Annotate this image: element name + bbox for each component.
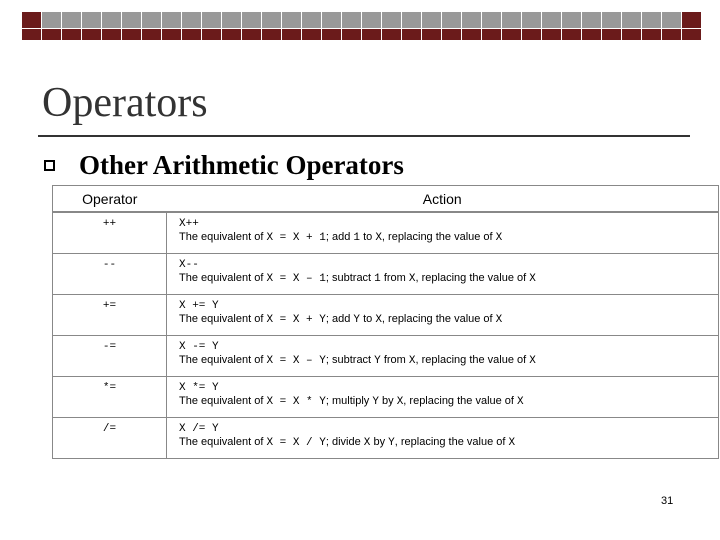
band-cell	[542, 12, 562, 29]
band-cell	[682, 29, 702, 41]
band-cell	[462, 29, 482, 41]
description-part: X = X – 1	[266, 273, 326, 285]
band-cell	[122, 12, 142, 29]
description-part: ; divide	[325, 436, 364, 448]
description-part: ; add	[325, 231, 354, 243]
band-cell	[602, 12, 622, 29]
action-code: X += Y	[179, 300, 219, 312]
band-cell	[82, 29, 102, 41]
description-part: Y	[353, 314, 361, 326]
band-cell	[142, 12, 162, 29]
description-part: , replacing the value of	[415, 354, 530, 366]
operator-cell: ++	[53, 212, 167, 254]
operator-cell: --	[53, 254, 167, 295]
decorative-header-band	[22, 12, 708, 41]
band-cell	[82, 12, 102, 29]
band-cell	[642, 12, 662, 29]
band-cell	[422, 29, 442, 41]
action-description	[179, 313, 718, 327]
description-part: X	[495, 232, 503, 244]
band-cell	[662, 12, 682, 29]
description-part: from	[380, 354, 409, 366]
band-cell	[522, 12, 542, 29]
description-part: to	[360, 231, 376, 243]
action-description	[179, 231, 718, 245]
band-cell	[462, 12, 482, 29]
header-band-lower-row	[22, 29, 708, 41]
operator-cell: *=	[53, 377, 167, 418]
band-cell	[482, 12, 502, 29]
description-part: Y	[372, 396, 379, 408]
band-cell	[602, 29, 622, 41]
description-part: X = X – Y	[266, 355, 326, 367]
band-cell	[562, 12, 582, 29]
band-cell	[22, 29, 42, 41]
description-part: The equivalent of	[179, 231, 267, 243]
band-cell	[242, 29, 262, 41]
description-part: X	[375, 232, 382, 244]
band-cell	[242, 12, 262, 29]
band-cell	[182, 29, 202, 41]
action-code: X *= Y	[179, 382, 219, 394]
action-cell	[167, 418, 719, 459]
band-cell	[362, 29, 382, 41]
description-part: , replacing the value of	[403, 395, 518, 407]
band-cell	[502, 12, 522, 29]
band-cell	[662, 29, 682, 41]
action-description	[179, 272, 718, 286]
band-cell	[62, 29, 82, 41]
description-part: , replacing the value of	[415, 272, 530, 284]
description-part: by	[378, 395, 397, 407]
band-cell	[282, 12, 302, 29]
description-part: X	[529, 273, 536, 285]
description-part: The equivalent of	[179, 436, 267, 448]
band-cell	[302, 12, 322, 29]
band-cell	[542, 29, 562, 41]
description-part: , replacing the value of	[381, 231, 496, 243]
band-cell	[442, 29, 462, 41]
action-description	[179, 436, 718, 450]
band-cell	[382, 12, 402, 29]
band-cell	[422, 12, 442, 29]
band-cell	[62, 12, 82, 29]
action-code: X /= Y	[179, 423, 219, 435]
table-header-row	[53, 186, 719, 213]
description-part: X	[529, 355, 536, 367]
description-part: to	[360, 313, 376, 325]
band-cell	[322, 29, 342, 41]
bullet-text: Other Arithmetic Operators	[79, 150, 404, 180]
band-cell	[42, 29, 62, 41]
description-part: X	[363, 437, 371, 449]
description-part: The equivalent of	[179, 354, 267, 366]
table-row	[53, 418, 719, 459]
action-cell	[167, 295, 719, 336]
band-cell	[482, 29, 502, 41]
band-cell	[282, 29, 302, 41]
band-cell	[642, 29, 662, 41]
band-cell	[522, 29, 542, 41]
table-row	[53, 212, 719, 254]
operator-cell: /=	[53, 418, 167, 459]
description-part: X	[396, 396, 404, 408]
band-cell	[102, 29, 122, 41]
band-cell	[262, 29, 282, 41]
bullet-item	[44, 150, 404, 181]
description-part: X	[408, 355, 416, 367]
band-cell	[582, 29, 602, 41]
header-band-upper-row	[22, 12, 708, 29]
header-operator: Operator	[53, 186, 167, 213]
band-cell	[122, 29, 142, 41]
action-cell	[167, 377, 719, 418]
description-part: X	[408, 273, 416, 285]
action-code: X--	[179, 259, 199, 271]
table-row	[53, 254, 719, 295]
description-part: ; multiply	[325, 395, 373, 407]
table-row	[53, 377, 719, 418]
band-cell	[222, 29, 242, 41]
band-cell	[622, 29, 642, 41]
description-part: X = X * Y	[266, 396, 326, 408]
band-cell	[502, 29, 522, 41]
description-part: Y	[374, 355, 381, 367]
band-cell	[202, 29, 222, 41]
description-part: The equivalent of	[179, 395, 267, 407]
description-part: The equivalent of	[179, 272, 267, 284]
band-cell	[322, 12, 342, 29]
description-part: , replacing the value of	[381, 313, 496, 325]
action-description	[179, 395, 718, 409]
description-part: ; subtract	[325, 354, 375, 366]
band-cell	[262, 12, 282, 29]
band-cell	[222, 12, 242, 29]
band-cell	[162, 29, 182, 41]
operator-cell: -=	[53, 336, 167, 377]
action-code: X++	[179, 218, 199, 230]
band-cell	[402, 29, 422, 41]
description-part: by	[370, 436, 389, 448]
description-part: X	[375, 314, 382, 326]
band-cell	[622, 12, 642, 29]
description-part: The equivalent of	[179, 313, 267, 325]
description-part: X	[495, 314, 503, 326]
band-cell	[42, 12, 62, 29]
band-cell	[682, 12, 702, 29]
band-cell	[342, 12, 362, 29]
band-cell	[342, 29, 362, 41]
description-part: ; subtract	[325, 272, 375, 284]
description-part: X	[508, 437, 516, 449]
page-number: 31	[661, 495, 674, 507]
band-cell	[142, 29, 162, 41]
action-cell	[167, 212, 719, 254]
band-cell	[182, 12, 202, 29]
slide-title: Operators	[42, 80, 208, 126]
action-cell	[167, 254, 719, 295]
operators-table	[52, 185, 719, 459]
description-part: ; add	[325, 313, 354, 325]
band-cell	[442, 12, 462, 29]
band-cell	[562, 29, 582, 41]
description-part: , replacing the value of	[394, 436, 509, 448]
band-cell	[202, 12, 222, 29]
band-cell	[382, 29, 402, 41]
band-cell	[102, 12, 122, 29]
action-cell	[167, 336, 719, 377]
operator-cell: +=	[53, 295, 167, 336]
description-part: 1	[374, 273, 381, 285]
title-divider	[38, 135, 690, 137]
band-cell	[162, 12, 182, 29]
action-code: X -= Y	[179, 341, 219, 353]
description-part: from	[380, 272, 409, 284]
band-cell	[362, 12, 382, 29]
description-part: X = X + 1	[266, 232, 326, 244]
square-bullet-icon	[44, 160, 55, 171]
table-row	[53, 336, 719, 377]
band-cell	[302, 29, 322, 41]
header-action: Action	[167, 186, 719, 213]
band-cell	[402, 12, 422, 29]
description-part: X = X / Y	[266, 437, 326, 449]
table-row	[53, 295, 719, 336]
band-cell	[22, 12, 42, 29]
description-part: X = X + Y	[266, 314, 326, 326]
action-description	[179, 354, 718, 368]
band-cell	[582, 12, 602, 29]
description-part: 1	[353, 232, 361, 244]
description-part: Y	[388, 437, 395, 449]
description-part: X	[517, 396, 524, 408]
